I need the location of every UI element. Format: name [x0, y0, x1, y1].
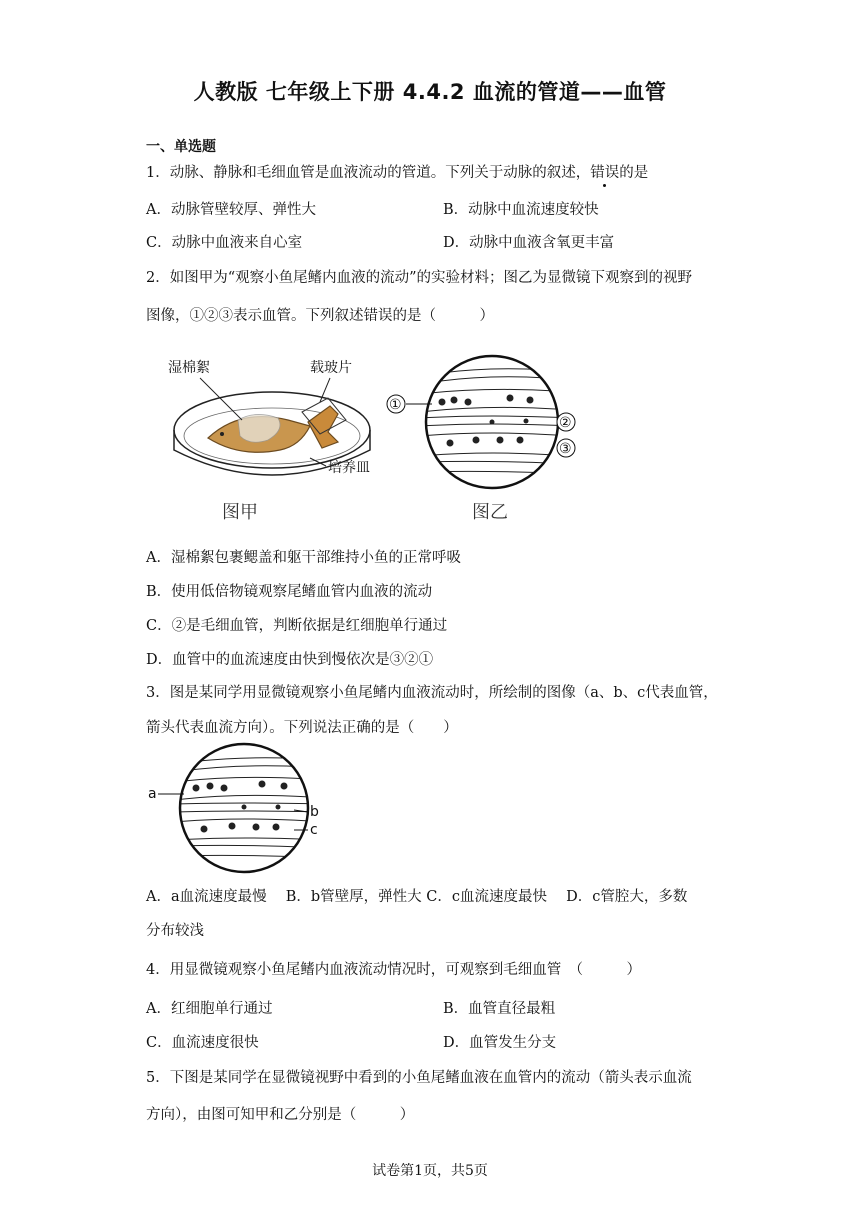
- q1-option-b[interactable]: B．动脉中血流速度较快: [443, 202, 599, 218]
- q1-stem-part-a: 1．动脉、静脉和毛细血管是血液流动的管道。下列关于动脉的叙述，: [146, 165, 591, 181]
- label-vessel-3: ③: [559, 441, 572, 457]
- q2-option-d[interactable]: D．血管中的血流速度由快到慢依次是③②①: [146, 652, 434, 668]
- section-heading: 一、单选题: [146, 139, 216, 155]
- question-2-stem-line2: 图像，①②③表示血管。下列叙述错误的是（ ）: [146, 308, 494, 324]
- question-2-stem-line1: 2．如图甲为“观察小鱼尾鳍内血液的流动”的实验材料；图乙为显微镜下观察到的视野: [146, 270, 693, 286]
- q4-option-d[interactable]: D．血管发生分支: [443, 1035, 557, 1051]
- question-1-stem: [146, 161, 648, 182]
- q1-emphasis-wrong: 错误: [590, 165, 620, 181]
- question-5-stem-line1: 5．下图是某同学在显微镜视野中看到的小鱼尾鳍血液在血管内的流动（箭头表示血流: [146, 1070, 692, 1086]
- label-slide: 载玻片: [310, 360, 352, 376]
- q2-option-a[interactable]: A．湿棉絮包裹鳃盖和躯干部维持小鱼的正常呼吸: [146, 550, 461, 566]
- q1-stem-part-c: 的是: [619, 165, 649, 181]
- q4-option-b[interactable]: B．血管直径最粗: [443, 1001, 556, 1017]
- q3-options-line2: 分布较浅: [146, 923, 204, 939]
- label-dish: 培养皿: [328, 460, 370, 476]
- figure-microscope-view: [380, 350, 590, 530]
- label-vessel-1: ①: [389, 397, 402, 413]
- label-wet-cotton: 湿棉絮: [168, 360, 210, 376]
- label-vessel-a: a: [148, 786, 157, 802]
- question-5-stem-line2: 方向），由图可知甲和乙分别是（ ）: [146, 1107, 415, 1123]
- label-vessel-c: c: [310, 822, 318, 838]
- figure-fish-dish: [160, 350, 400, 530]
- question-3-stem-line2: 箭头代表血流方向）。下列说法正确的是（ ）: [146, 720, 458, 736]
- page-footer: 试卷第1页，共5页: [372, 1163, 488, 1179]
- page-title: 人教版 七年级上下册 4.4.2 血流的管道——血管: [193, 80, 667, 104]
- figure-b-caption: 图乙: [472, 502, 508, 523]
- q4-option-a[interactable]: A．红细胞单行通过: [146, 1001, 273, 1017]
- figure-a-caption: 图甲: [222, 502, 258, 523]
- label-vessel-b: b: [310, 804, 319, 820]
- question-4-stem: 4．用显微镜观察小鱼尾鳍内血液流动情况时，可观察到毛细血管 （ ）: [146, 962, 641, 978]
- q1-option-d[interactable]: D．动脉中血液含氧更丰富: [443, 235, 615, 251]
- q2-option-b[interactable]: B．使用低倍物镜观察尾鳍血管内血液的流动: [146, 584, 433, 600]
- figure-q3-microscope: [144, 742, 334, 876]
- q3-options-line[interactable]: A．a血流速度最慢 B．b管壁厚，弹性大 C．c血流速度最快 D．c管腔大，多数: [146, 889, 688, 905]
- q2-option-c[interactable]: C．②是毛细血管，判断依据是红细胞单行通过: [146, 618, 448, 634]
- label-vessel-2: ②: [559, 415, 572, 431]
- q1-option-a[interactable]: A．动脉管壁较厚、弹性大: [146, 202, 316, 218]
- q4-option-c[interactable]: C．血流速度很快: [146, 1035, 259, 1051]
- q1-option-c[interactable]: C．动脉中血液来自心室: [146, 235, 303, 251]
- question-3-stem-line1: 3．图是某同学用显微镜观察小鱼尾鳍内血液流动时，所绘制的图像（a、b、c代表血管，: [146, 685, 718, 701]
